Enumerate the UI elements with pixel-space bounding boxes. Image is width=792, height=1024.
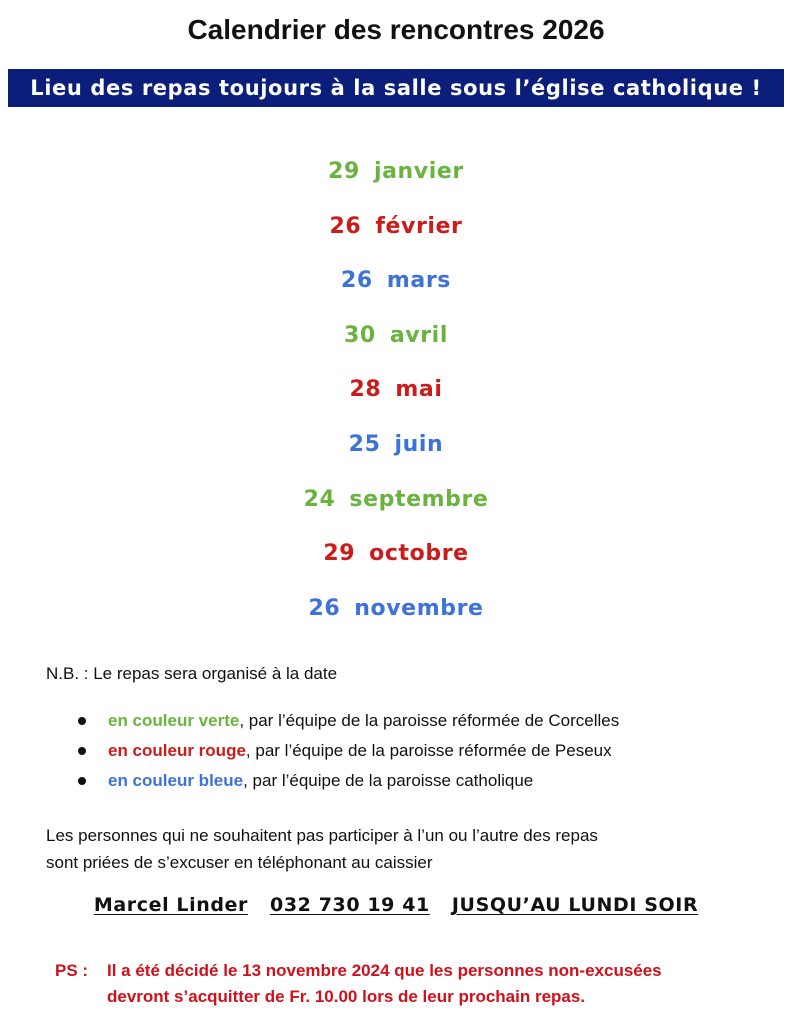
bullet-icon — [78, 777, 86, 785]
date-day: 30 — [344, 322, 376, 348]
legend-item — [60, 706, 619, 736]
contact-name: Marcel Linder — [93, 894, 249, 916]
legend-keyword: en couleur rouge — [108, 741, 246, 760]
date-month: février — [375, 213, 463, 239]
date-item — [0, 589, 792, 644]
legend-text: , par l’équipe de la paroisse réformée de Corcelles — [239, 711, 620, 730]
color-legend — [60, 706, 619, 796]
date-month: mai — [395, 377, 443, 403]
legend-text: , par l’équipe de la paroisse catholique — [243, 771, 534, 790]
ps-note — [55, 958, 662, 1010]
date-month: novembre — [354, 595, 484, 621]
legend-item — [60, 736, 619, 766]
date-day: 26 — [308, 595, 341, 621]
dates-list — [0, 152, 792, 643]
date-day: 29 — [328, 159, 360, 184]
page-title: Calendrier des rencontres 2026 — [187, 14, 605, 45]
date-item — [0, 534, 792, 589]
date-day: 24 — [303, 486, 336, 512]
paragraph-line: sont priées de s’excuser en téléphonant au caissier — [46, 853, 433, 872]
date-month: janvier — [373, 159, 464, 184]
date-item — [0, 207, 792, 262]
contact-phone: 032 730 19 41 — [270, 894, 430, 916]
date-month: mars — [386, 268, 451, 294]
location-banner: Lieu des repas toujours à la salle sous l’église catholique ! — [8, 69, 784, 107]
excuse-paragraph — [46, 822, 598, 876]
date-month: juin — [394, 431, 444, 457]
contact-line — [0, 894, 792, 916]
bullet-icon — [78, 717, 86, 725]
date-day: 28 — [349, 377, 382, 403]
date-item — [0, 425, 792, 480]
date-item — [0, 370, 792, 425]
date-day: 26 — [341, 268, 373, 294]
date-day: 25 — [348, 431, 381, 457]
legend-keyword: en couleur bleue — [108, 771, 244, 790]
date-day: 29 — [323, 541, 356, 567]
paragraph-line: Les personnes qui ne souhaitent pas participer à l’un ou l’autre des repas — [46, 826, 598, 845]
ps-label: PS : — [55, 961, 89, 980]
date-item — [0, 261, 792, 316]
ps-line: Il a été décidé le 13 novembre 2024 que les personnes non-excusées — [107, 961, 662, 980]
date-month: octobre — [369, 541, 469, 567]
ps-line: devront s’acquitter de Fr. 10.00 lors de leur prochain repas. — [107, 987, 586, 1006]
contact-deadline: JUSQU’AU LUNDI SOIR — [451, 894, 699, 916]
date-day: 26 — [329, 213, 362, 239]
bullet-icon — [78, 747, 86, 755]
nb-note: N.B. : Le repas sera organisé à la date — [46, 664, 338, 683]
date-item — [0, 152, 792, 207]
legend-text: , par l’équipe de la paroisse réformée de Peseux — [245, 741, 612, 760]
legend-keyword: en couleur verte — [108, 711, 240, 730]
date-month: avril — [389, 322, 448, 348]
legend-item — [60, 766, 619, 796]
date-month: septembre — [349, 486, 489, 512]
date-item — [0, 480, 792, 535]
date-item — [0, 316, 792, 371]
